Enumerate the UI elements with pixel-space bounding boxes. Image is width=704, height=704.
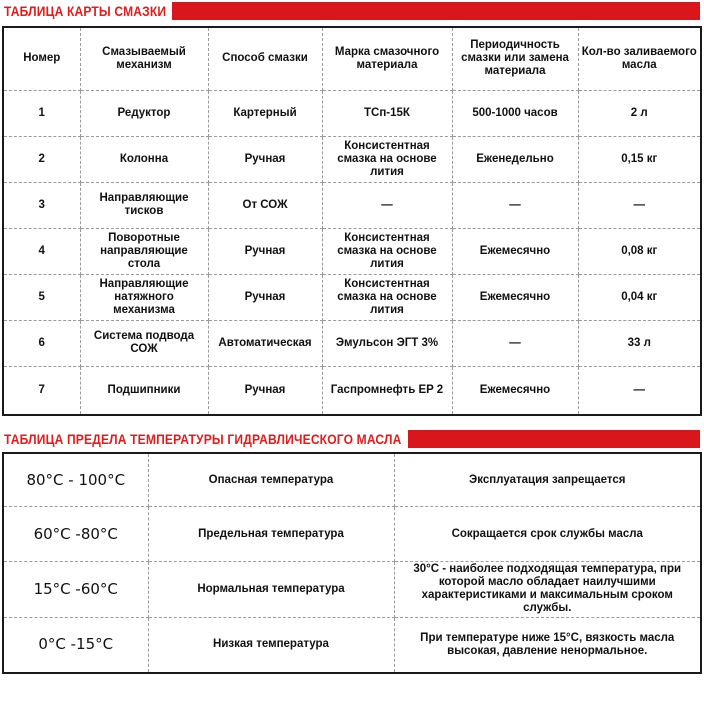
temperature-table (4, 454, 700, 672)
cell-amount: 0,15 кг (578, 136, 700, 182)
cell-period: Ежемесячно (452, 274, 578, 320)
temperature-note: Сокращается срок службы масла (394, 507, 700, 562)
cell-period: Еженедельно (452, 136, 578, 182)
cell-mechanism: Колонна (80, 136, 208, 182)
table-row (4, 617, 700, 672)
temperature-range: 15°C -60°C (4, 561, 148, 617)
table-row (4, 454, 700, 507)
cell-method: Ручная (208, 228, 322, 274)
cell-number: 6 (4, 320, 80, 366)
cell-amount: 2 л (578, 90, 700, 136)
temperature-range: 60°C -80°C (4, 507, 148, 562)
column-header-method: Способ смазки (208, 28, 322, 90)
column-header-amount: Кол-во заливаемого масла (578, 28, 700, 90)
cell-brand: — (322, 182, 452, 228)
cell-mechanism: Система подвода СОЖ (80, 320, 208, 366)
cell-period: Ежемесячно (452, 228, 578, 274)
table-row (4, 561, 700, 617)
cell-mechanism: Направляющие натяжного механизма (80, 274, 208, 320)
temperature-table-header (0, 428, 704, 450)
temperature-note: При температуре ниже 15°C, вязкость масла высокая, давление ненормальное. (394, 617, 700, 672)
column-header-brand: Марка смазочного материала (322, 28, 452, 90)
table-row (4, 228, 700, 274)
cell-period: — (452, 182, 578, 228)
table-row (4, 90, 700, 136)
lubrication-table-frame (2, 26, 702, 416)
cell-number: 4 (4, 228, 80, 274)
cell-mechanism: Поворотные направляющие стола (80, 228, 208, 274)
cell-brand: ТСп-15К (322, 90, 452, 136)
cell-number: 7 (4, 366, 80, 414)
temperature-range: 80°C - 100°C (4, 454, 148, 507)
temperature-label: Предельная температура (148, 507, 394, 562)
temperature-label: Опасная температура (148, 454, 394, 507)
cell-mechanism: Направляющие тисков (80, 182, 208, 228)
cell-method: Ручная (208, 136, 322, 182)
cell-brand: Эмульсон ЭГТ 3% (322, 320, 452, 366)
column-header-mechanism: Смазываемый механизм (80, 28, 208, 90)
cell-amount: — (578, 182, 700, 228)
table-row (4, 136, 700, 182)
temperature-label: Низкая температура (148, 617, 394, 672)
cell-number: 2 (4, 136, 80, 182)
cell-mechanism: Редуктор (80, 90, 208, 136)
lubrication-table (4, 28, 700, 414)
cell-brand: Консистентная смазка на основе лития (322, 228, 452, 274)
title-accent-bar (172, 2, 700, 20)
lubrication-table-header (0, 0, 704, 22)
table-row (4, 182, 700, 228)
cell-method: От СОЖ (208, 182, 322, 228)
cell-amount: 0,04 кг (578, 274, 700, 320)
temperature-range: 0°C -15°C (4, 617, 148, 672)
temperature-table-title: ТАБЛИЦА ПРЕДЕЛА ТЕМПЕРАТУРЫ ГИДРАВЛИЧЕСКОГО МАСЛА (4, 431, 402, 447)
table-header-row (4, 28, 700, 90)
cell-number: 1 (4, 90, 80, 136)
table-row (4, 274, 700, 320)
table-row (4, 507, 700, 562)
cell-method: Картерный (208, 90, 322, 136)
cell-mechanism: Подшипники (80, 366, 208, 414)
cell-number: 3 (4, 182, 80, 228)
table-row (4, 320, 700, 366)
column-header-number: Номер (4, 28, 80, 90)
temperature-label: Нормальная температура (148, 561, 394, 617)
cell-period: 500-1000 часов (452, 90, 578, 136)
cell-method: Ручная (208, 274, 322, 320)
cell-number: 5 (4, 274, 80, 320)
temperature-table-frame (2, 452, 702, 674)
cell-period: Ежемесячно (452, 366, 578, 414)
cell-period: — (452, 320, 578, 366)
column-header-period: Периодичность смазки или замена материала (452, 28, 578, 90)
cell-amount: 0,08 кг (578, 228, 700, 274)
cell-amount: — (578, 366, 700, 414)
temperature-note: 30°C - наиболее подходящая температура, при которой масло обладает наилучшими характеристиками и максимальным сроком службы. (394, 561, 700, 617)
cell-brand: Консистентная смазка на основе лития (322, 136, 452, 182)
title-accent-bar (408, 430, 700, 448)
table-row (4, 366, 700, 414)
cell-brand: Гаспромнефть EP 2 (322, 366, 452, 414)
cell-amount: 33 л (578, 320, 700, 366)
lubrication-table-title: ТАБЛИЦА КАРТЫ СМАЗКИ (4, 3, 167, 19)
temperature-note: Эксплуатация запрещается (394, 454, 700, 507)
cell-brand: Консистентная смазка на основе лития (322, 274, 452, 320)
cell-method: Автоматическая (208, 320, 322, 366)
cell-method: Ручная (208, 366, 322, 414)
